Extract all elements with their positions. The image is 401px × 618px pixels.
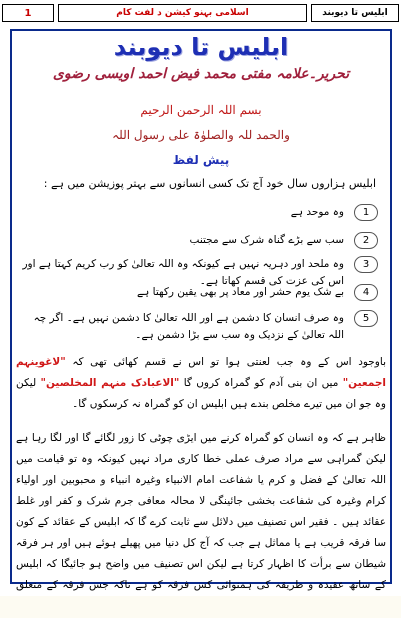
- item-text: سب سے بڑے گناہ شرک سے مجتنب: [189, 234, 344, 246]
- site-name: اسلامی بہنو کیشن د لفت کام: [58, 4, 307, 22]
- quran-quote: "الاعبادک منہم المخلصین": [40, 377, 180, 389]
- list-item: [22, 284, 378, 301]
- item-number: 4: [354, 284, 378, 301]
- para-text: لیکن وہ جو ان میں تیرے مخلص بندے ہیں ابلیس ان کو گمراہ نہ کرسکوں گا۔: [16, 377, 386, 410]
- quran-quote: "لاغوینہم اجمعین": [16, 356, 387, 389]
- item-text: وہ ملحد اور دہریہ نہیں ہے کیونکہ وہ اللہ تعالیٰ کو رب کریم کہتا ہے اور اس کی عزت کی قسم کھاتا ہے۔: [22, 258, 344, 287]
- paragraph-oath: [16, 352, 386, 415]
- item-number: 1: [354, 204, 378, 221]
- header-book-title: ابلیس تا دیوبند: [311, 4, 399, 22]
- page-header: [2, 3, 399, 23]
- item-text: وہ صرف انسان کا دشمن ہے اور اللہ تعالیٰ کا دشمن نہیں ہے۔ اگر چہ اللہ تعالیٰ کے نزدیک وہ سب سے بڑا دشمن ہے۔: [33, 312, 344, 341]
- para-text: باوجود اس کے وہ جب لعنتی ہوا تو اس نے قسم کھائی تھی کہ: [72, 356, 386, 368]
- list-item: [22, 204, 378, 221]
- item-text: وہ موحد ہے: [290, 206, 344, 218]
- item-number: 2: [354, 232, 378, 249]
- item-text: بے شک یوم حشر اور معاد پر بھی یقین رکھتا ہے: [137, 286, 344, 298]
- hamd-line: والحمد للہ والصلوٰۃ علی رسول اللہ: [112, 128, 290, 142]
- author-line: تحریر۔علامہ مفتی محمد فیض احمد اویسی رضوی: [52, 66, 350, 82]
- item-number: 3: [354, 256, 378, 273]
- list-item: [22, 232, 378, 249]
- list-item: [22, 310, 378, 344]
- para-text: میں ان بنی آدم کو گمراہ کروں گا: [183, 377, 339, 389]
- bismillah: بسم اللہ الرحمن الرحیم: [140, 103, 262, 117]
- item-number: 5: [354, 310, 378, 327]
- paragraph-main: ظاہر ہے کہ وہ انسان کو گمراہ کرنے میں ایڑی چوٹی کا زور لگائے گا اور لگا رہا ہے لیکن گمراہی سے مراد صرف عملی خطا کاری مراد نہیں کیونکہ وہ تو قیامت میں اللہ تعالیٰ کے فضل و کرم یا شفاعت امام الانبیاء وغیرہ انبیاء و محبوبین اور اولیاء کرام وغیرہ کی شفاعت بخشی جائینگی لا محالہ معافی جرم شرک و کفر اور غلط عقائد ہیں ۔ فقیر اس تصنیف میں دلائل سے ثابت کرے گا کہ ابلیس کے عقائد کے کون سا فرقہ قریب ہے یا مماثل ہے جب کہ آج کل دنیا میں پھیلے ہوئے ہیں اور ہر فرقہ شیطان سے برأت کا اظہار کرتا ہے لیکن اس تصنیف میں واضح ہو جائیگا کہ ابلیس کے ساتھ عقیدہ و طریقہ کی ہمنوائی کس فرقہ کو ہے تاکہ جس فرقہ کے متعلق: [16, 432, 386, 591]
- page-footer-strip: [0, 596, 401, 618]
- intro-text: ابلیس ہزاروں سال خود آج تک کسی انسانوں سے بہتر پوزیشن میں ہے :: [43, 177, 376, 190]
- preface-heading: پیش لفظ: [172, 153, 230, 167]
- book-title: ابلیس تا دیوبند: [113, 33, 289, 61]
- page-number: 1: [2, 4, 54, 22]
